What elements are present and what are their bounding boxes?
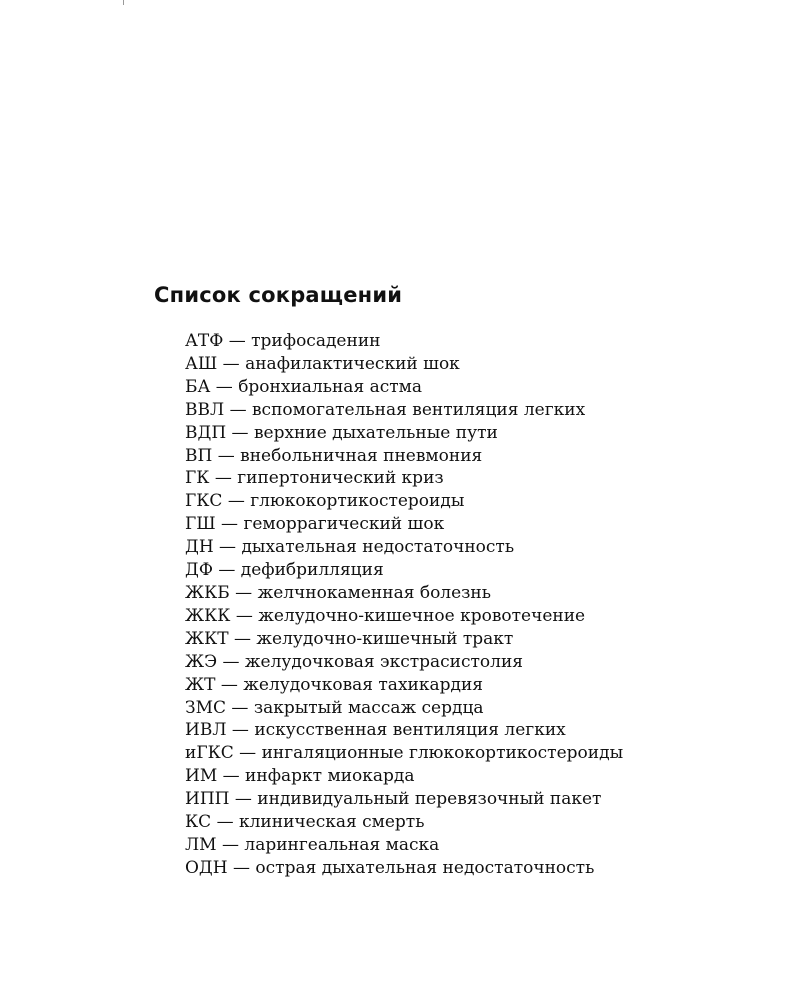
- list-item: [185, 765, 623, 788]
- dash-separator: —: [217, 766, 246, 787]
- dash-separator: —: [223, 331, 252, 351]
- list-item: [185, 582, 623, 605]
- abbreviation-meaning: дефибрилляция: [240, 560, 384, 581]
- abbreviation: ГШ: [185, 514, 216, 535]
- abbreviation: ЗМС: [185, 697, 227, 718]
- abbreviation-meaning: дыхательная недостаточность: [241, 537, 515, 558]
- page-edge-mark: [123, 0, 124, 5]
- list-item: [185, 651, 623, 674]
- list-item: [185, 605, 623, 628]
- abbreviation-meaning: ларингеальная маска: [244, 834, 440, 855]
- dash-separator: —: [217, 651, 245, 672]
- abbreviation: ЖЭ: [185, 651, 218, 672]
- abbreviation-meaning: глюкокортикостероиды: [250, 491, 465, 512]
- abbreviation-meaning: клиническая смерть: [238, 812, 425, 833]
- abbreviation: ГК: [185, 468, 210, 489]
- page-title: Список сокращений: [154, 283, 403, 307]
- list-item: [185, 422, 623, 445]
- abbreviation-meaning: закрытый массаж сердца: [253, 697, 484, 718]
- abbreviation-meaning: желудочковая тахикардия: [243, 674, 484, 695]
- abbreviation-meaning: анафилактический шок: [245, 353, 460, 374]
- dash-separator: —: [213, 537, 242, 558]
- abbreviation: БА: [185, 376, 211, 397]
- abbreviation: ИМ: [185, 766, 218, 787]
- abbreviation-meaning: искусственная вентиляция легких: [254, 720, 566, 741]
- abbreviation: АТФ: [185, 331, 224, 351]
- abbreviation: ВП: [185, 445, 213, 466]
- abbreviation: ОДН: [185, 857, 228, 878]
- abbreviation: ЖКТ: [185, 628, 229, 649]
- dash-separator: —: [209, 468, 238, 489]
- abbreviation: ИПП: [185, 789, 230, 810]
- abbreviation: ВВЛ: [185, 399, 225, 420]
- abbreviation-list: [185, 330, 623, 880]
- list-item: [185, 834, 623, 857]
- list-item: [185, 742, 623, 765]
- list-item: [185, 674, 623, 697]
- abbreviation-meaning: ингаляционные глюкокортикостероиды: [261, 743, 624, 764]
- dash-separator: —: [217, 353, 246, 374]
- list-item: [185, 536, 623, 559]
- abbreviation-meaning: инфаркт миокарда: [245, 766, 415, 787]
- list-item: [185, 330, 623, 353]
- list-item: [185, 445, 623, 468]
- abbreviation: ВДП: [185, 422, 227, 443]
- dash-separator: —: [229, 582, 258, 603]
- abbreviation-meaning: трифосаденин: [251, 331, 381, 351]
- list-item: [185, 719, 623, 742]
- abbreviation: КС: [185, 812, 212, 833]
- abbreviation-meaning: гипертонический криз: [237, 468, 444, 489]
- list-item: [185, 628, 623, 651]
- dash-separator: —: [226, 422, 254, 443]
- abbreviation-meaning: вспомогательная вентиляция легких: [251, 399, 586, 420]
- list-item: [185, 353, 623, 376]
- abbreviation: ЖКБ: [185, 582, 230, 603]
- abbreviation: АШ: [185, 353, 218, 374]
- list-item: [185, 697, 623, 720]
- list-item: [185, 399, 623, 422]
- abbreviation: ГКС: [185, 491, 223, 512]
- abbreviation-meaning: острая дыхательная недостаточность: [255, 857, 595, 878]
- abbreviation-meaning: геморрагический шок: [243, 514, 445, 535]
- list-item: [185, 811, 623, 834]
- dash-separator: —: [233, 743, 262, 764]
- dash-separator: —: [226, 720, 255, 741]
- abbreviation: ЛМ: [185, 834, 217, 855]
- list-item: [185, 857, 623, 880]
- dash-separator: —: [230, 605, 259, 626]
- abbreviation-meaning: желудочковая экстрасистолия: [244, 651, 524, 672]
- abbreviation: ДН: [185, 537, 214, 558]
- abbreviation: иГКС: [185, 743, 234, 764]
- dash-separator: —: [211, 812, 239, 833]
- abbreviation-meaning: верхние дыхательные пути: [253, 422, 498, 443]
- abbreviation: ИВЛ: [185, 720, 227, 741]
- dash-separator: —: [212, 560, 241, 581]
- dash-separator: —: [210, 376, 239, 397]
- abbreviation: ЖКК: [185, 605, 231, 626]
- dash-separator: —: [215, 514, 244, 535]
- dash-separator: —: [228, 628, 257, 649]
- dash-separator: —: [222, 491, 251, 512]
- dash-separator: —: [229, 789, 258, 810]
- dash-separator: —: [212, 445, 241, 466]
- abbreviation-meaning: индивидуальный перевязочный пакет: [257, 789, 602, 810]
- abbreviation: ЖТ: [185, 674, 216, 695]
- list-item: [185, 467, 623, 490]
- abbreviation-meaning: желудочно-кишечный тракт: [256, 628, 514, 649]
- list-item: [185, 788, 623, 811]
- list-item: [185, 376, 623, 399]
- abbreviation-meaning: внебольничная пневмония: [240, 445, 483, 466]
- dash-separator: —: [227, 857, 256, 878]
- abbreviation-meaning: желчнокаменная болезнь: [257, 582, 492, 603]
- abbreviation: ДФ: [185, 560, 213, 581]
- abbreviation-meaning: бронхиальная астма: [238, 376, 422, 397]
- dash-separator: —: [226, 697, 254, 718]
- list-item: [185, 559, 623, 582]
- list-item: [185, 490, 623, 513]
- dash-separator: —: [215, 674, 244, 695]
- abbreviation-meaning: желудочно-кишечное кровотечение: [258, 605, 586, 626]
- dash-separator: —: [216, 834, 245, 855]
- dash-separator: —: [224, 399, 252, 420]
- list-item: [185, 513, 623, 536]
